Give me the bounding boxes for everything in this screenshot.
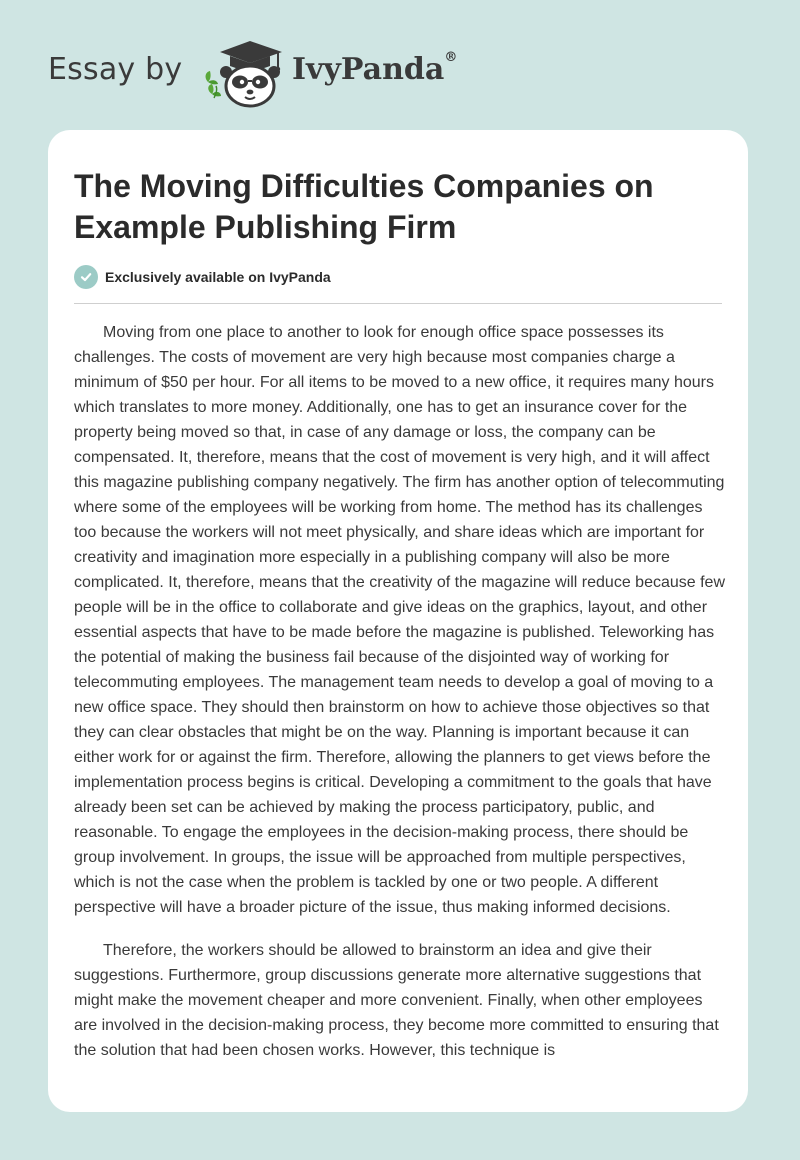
paragraph: Moving from one place to another to look for enough office space possesses its challenges. The costs of movement are very high because most companies charge a minimum of $50 per hour. For all items to be moved to a new office, it requires many hours which translates to more money. Additionally, one has to get an insurance cover for the property being moved so that, in case of any damage or loss, the company can be compensated. It, therefore, means that the cost of movement is very high, and it will affect this magazine publishing company negatively. The firm has another option of telecommuting where some of the employees will be working from home. The method has its challenges too because the workers will not meet physically, and share ideas which are important for creativity and imagination more especially in a publishing company will also be more complicated. It, therefore, means that the creativity of the magazine will reduce because few people will be in the office to collaborate and give ideas on the graphics, layout, and other essential aspects that have to be made before the magazine is published. Teleworking has the potential of making the business fail because of the disjointed way of working for telecommuting employees. The management team needs to develop a goal of moving to a new office space. They should then brainstorm on how to achieve those objectives so that they can clear obstacles that might be on the way. Planning is important because it can either work for or against the firm. Therefore, allowing the planners to get views before the implementation process begins is critical. Developing a commitment to the goals that have already been set can be achieved by making the process participatory, public, and reasonable. To engage the employees in the decision-making process, there should be group involvement. In groups, the issue will be approached from multiple perspectives, which is not the case when the problem is tackled by one or two people. A different perspective will have a broader picture of the issue, thus making informed decisions. [74, 324, 725, 916]
essay-title: The Moving Difficulties Companies on Example Publishing Firm [74, 168, 654, 245]
registered-mark: ® [444, 50, 458, 65]
essay-body [74, 320, 726, 1081]
exclusive-badge [74, 264, 331, 290]
site-header [0, 0, 800, 130]
divider [74, 303, 722, 304]
essay-card [48, 130, 748, 1112]
exclusive-badge-label: Exclusively available on IvyPanda [105, 269, 331, 285]
brand-name[interactable] [292, 52, 457, 87]
brand-name-text: IvyPanda [292, 52, 445, 87]
paragraph: Therefore, the workers should be allowed to brainstorm an idea and give their suggestions. Furthermore, group discussions generate more alternative suggestions that might make the movement cheaper and more convenient. Finally, when other employees are involved in the decision-making process, they become more committed to ensuring that the solution that had been chosen works. However, this technique is [74, 942, 719, 1059]
check-circle-icon [74, 265, 98, 289]
brand-prefix: Essay by [48, 52, 183, 87]
panda-graduate-logo-icon[interactable] [202, 38, 288, 108]
